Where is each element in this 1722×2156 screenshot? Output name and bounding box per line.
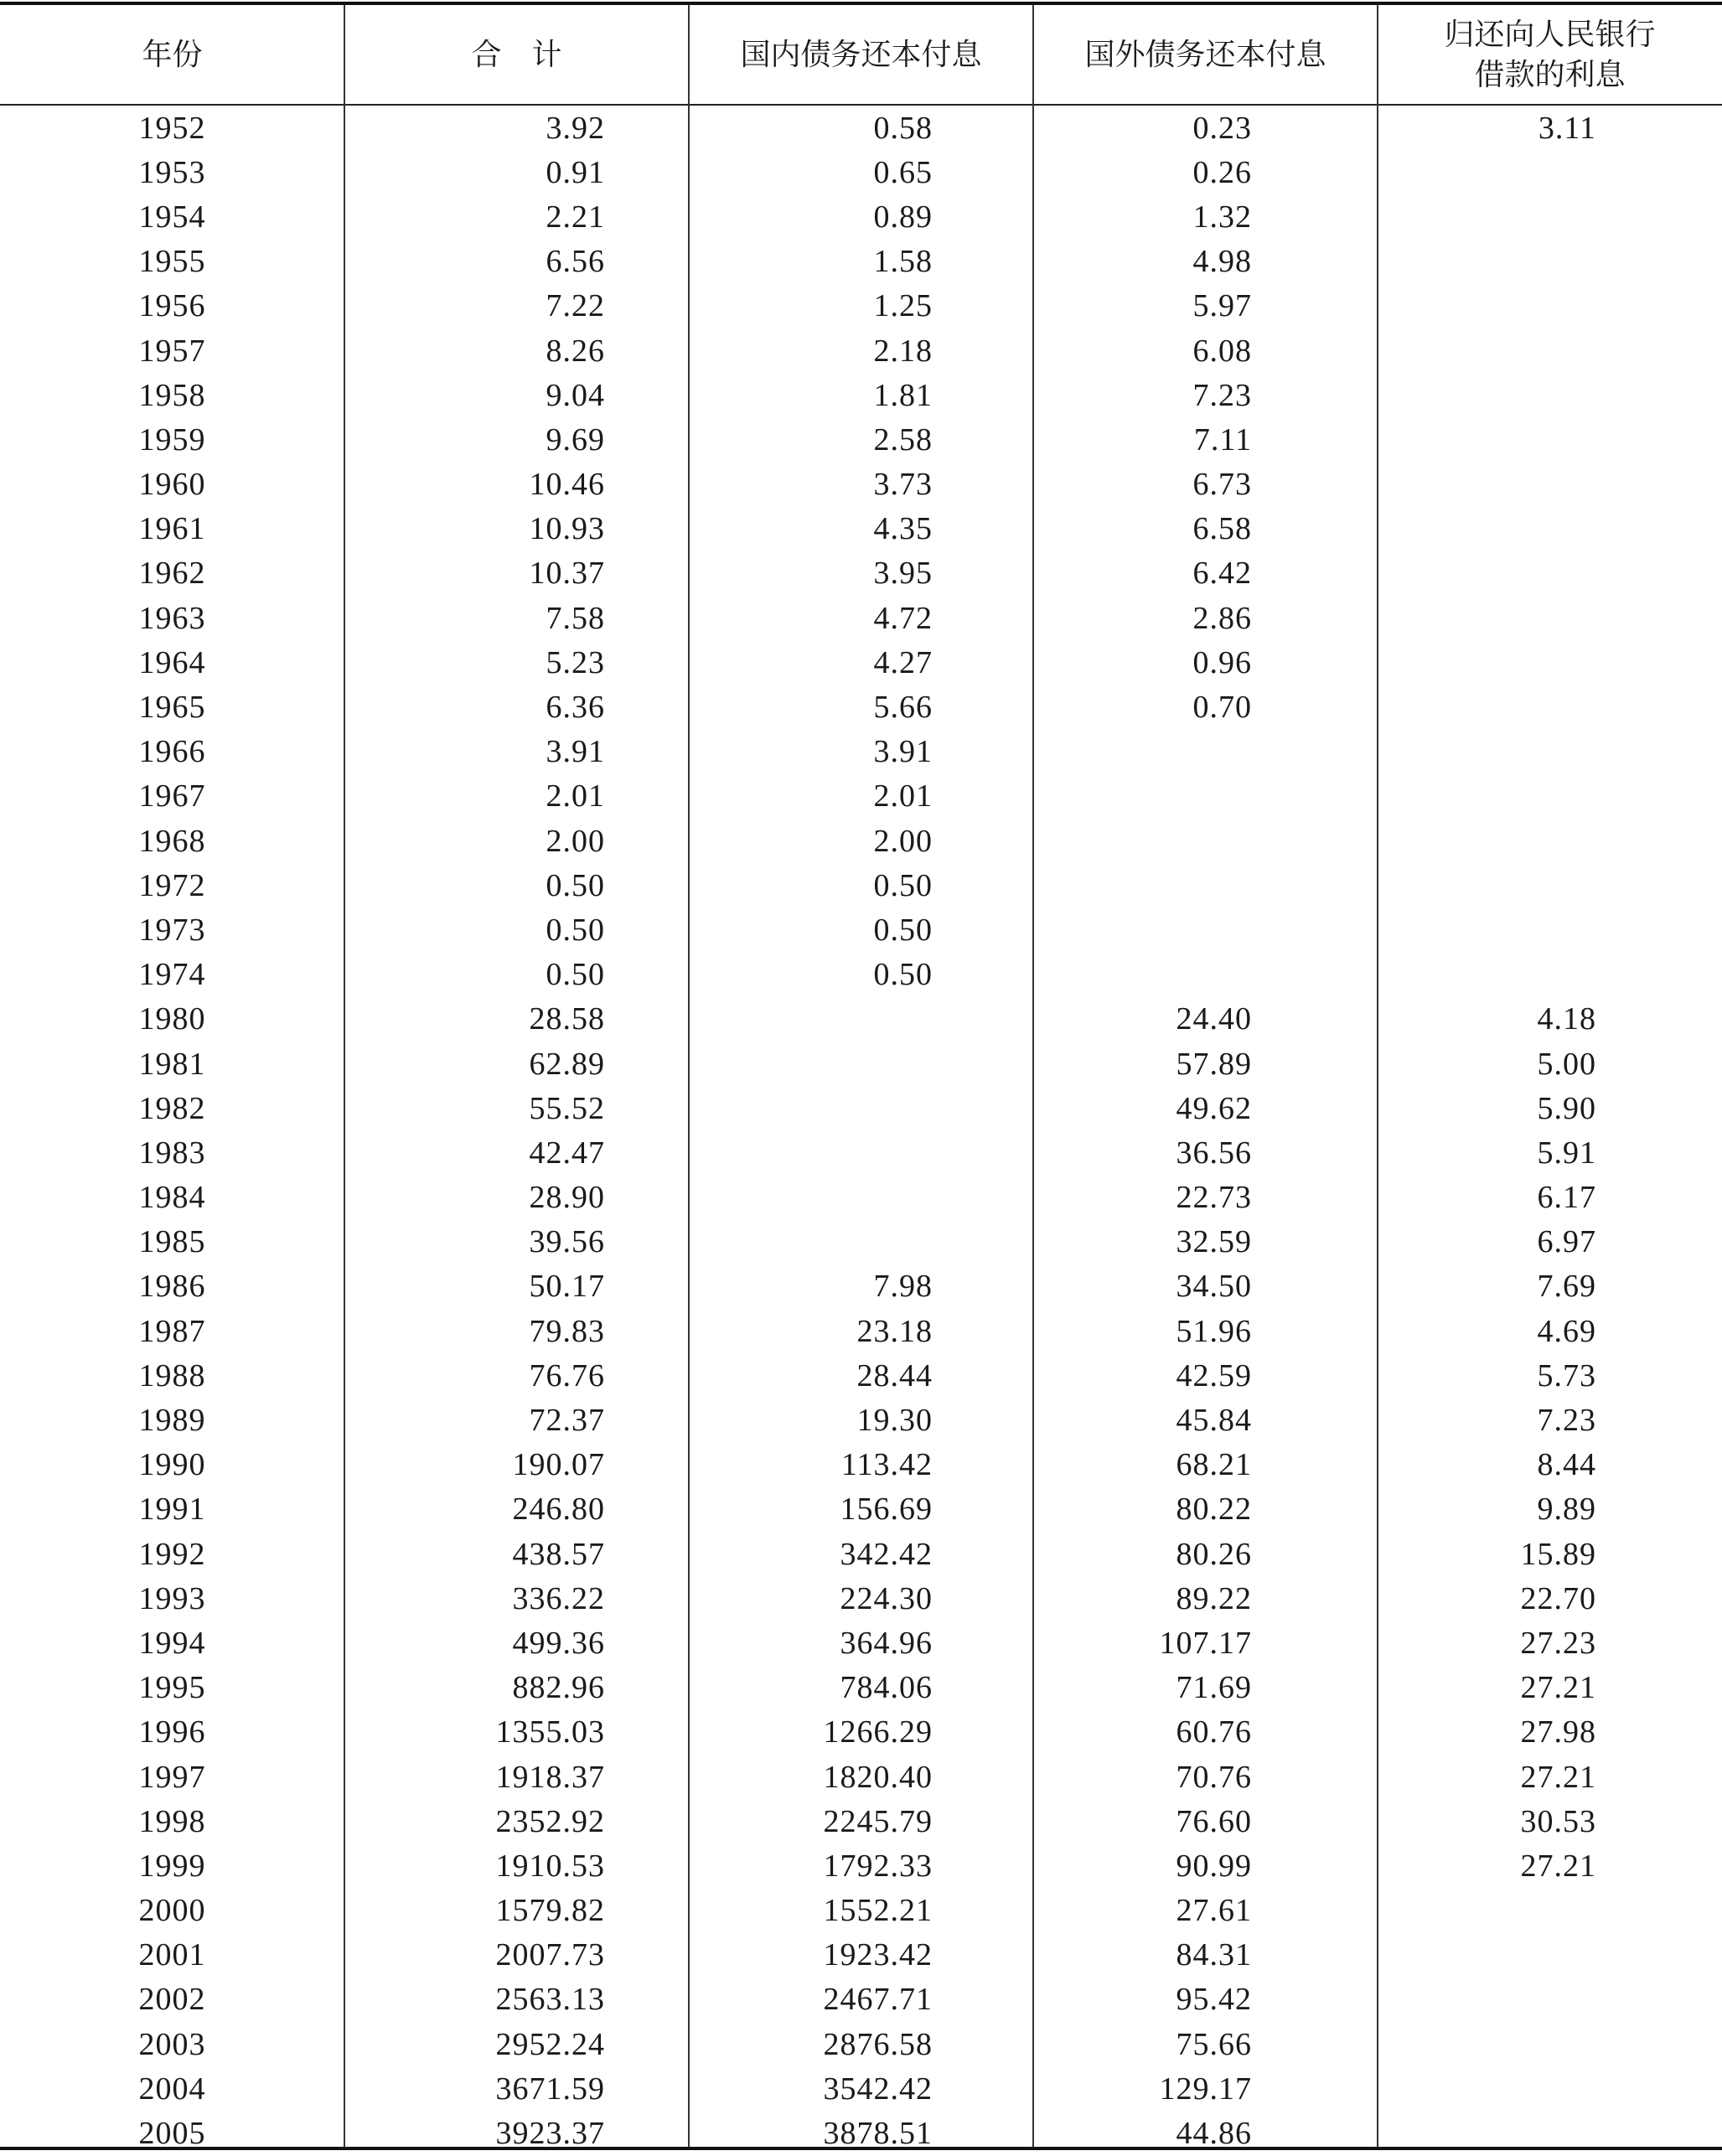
cell-interest: 7.23 xyxy=(1537,1403,1596,1439)
cell-domestic: 342.42 xyxy=(840,1536,933,1572)
table-row xyxy=(0,1309,1722,1353)
cell-total: 28.90 xyxy=(529,1180,605,1216)
table-row xyxy=(0,1487,1722,1532)
cell-foreign: 84.31 xyxy=(1176,1937,1252,1973)
cell-interest: 15.89 xyxy=(1520,1536,1596,1572)
cell-year: 1954 xyxy=(138,199,206,235)
cell-total: 2952.24 xyxy=(495,2026,605,2062)
table-row xyxy=(0,2022,1722,2066)
cell-total: 76.76 xyxy=(529,1357,605,1393)
cell-domestic: 0.50 xyxy=(873,912,933,948)
cell-year: 1993 xyxy=(138,1580,206,1616)
cell-domestic: 2.01 xyxy=(873,778,933,814)
table-row xyxy=(0,596,1722,640)
cell-interest: 27.21 xyxy=(1520,1848,1596,1884)
cell-interest: 5.90 xyxy=(1537,1090,1596,1126)
cell-total: 1910.53 xyxy=(495,1848,605,1884)
cell-foreign: 75.66 xyxy=(1176,2026,1252,2062)
cell-total: 499.36 xyxy=(512,1625,605,1661)
cell-domestic: 1.25 xyxy=(873,288,933,324)
cell-domestic: 224.30 xyxy=(840,1580,933,1616)
cell-total: 1579.82 xyxy=(495,1893,605,1929)
cell-domestic: 3.73 xyxy=(873,467,933,503)
cell-total: 79.83 xyxy=(529,1313,605,1349)
cell-total: 10.46 xyxy=(529,467,605,503)
table-row xyxy=(0,2066,1722,2111)
cell-foreign: 4.98 xyxy=(1192,244,1252,280)
cell-foreign: 6.42 xyxy=(1192,556,1252,592)
table-row xyxy=(0,551,1722,596)
cell-foreign: 44.86 xyxy=(1176,2116,1252,2152)
table-row xyxy=(0,1398,1722,1442)
table-row xyxy=(0,1130,1722,1175)
cell-domestic: 3542.42 xyxy=(823,2071,933,2107)
cell-total: 0.50 xyxy=(546,867,605,903)
cell-year: 1953 xyxy=(138,154,206,190)
cell-year: 1973 xyxy=(138,912,206,948)
cell-total: 3.91 xyxy=(546,734,605,770)
cell-total: 55.52 xyxy=(529,1090,605,1126)
cell-total: 72.37 xyxy=(529,1403,605,1439)
cell-year: 2005 xyxy=(138,2116,206,2152)
table-row xyxy=(0,1220,1722,1264)
cell-foreign: 0.96 xyxy=(1192,644,1252,680)
cell-year: 1980 xyxy=(138,1001,206,1037)
cell-year: 1962 xyxy=(138,556,206,592)
cell-foreign: 0.23 xyxy=(1192,110,1252,146)
table-row xyxy=(0,2111,1722,2155)
table-row xyxy=(0,1889,1722,1933)
cell-total: 62.89 xyxy=(529,1046,605,1082)
cell-domestic: 28.44 xyxy=(856,1357,933,1393)
cell-foreign: 49.62 xyxy=(1176,1090,1252,1126)
cell-foreign: 24.40 xyxy=(1176,1001,1252,1037)
cell-year: 1999 xyxy=(138,1848,206,1884)
cell-interest: 7.69 xyxy=(1537,1269,1596,1305)
cell-foreign: 5.97 xyxy=(1192,288,1252,324)
cell-year: 1996 xyxy=(138,1714,206,1750)
header-domestic: 国内债务还本付息 xyxy=(740,38,982,71)
cell-foreign: 2.86 xyxy=(1192,600,1252,636)
table-row xyxy=(0,1086,1722,1130)
cell-year: 1992 xyxy=(138,1536,206,1572)
cell-total: 438.57 xyxy=(512,1536,605,1572)
table-row xyxy=(0,1353,1722,1398)
cell-domestic: 0.50 xyxy=(873,957,933,993)
cell-foreign: 42.59 xyxy=(1176,1357,1252,1393)
cell-year: 1960 xyxy=(138,467,206,503)
table-row xyxy=(0,997,1722,1042)
cell-foreign: 71.69 xyxy=(1176,1670,1252,1706)
table-row xyxy=(0,863,1722,907)
cell-interest: 5.00 xyxy=(1537,1046,1596,1082)
cell-foreign: 27.61 xyxy=(1176,1893,1252,1929)
cell-total: 1918.37 xyxy=(495,1759,605,1795)
cell-interest: 4.18 xyxy=(1537,1001,1596,1037)
cell-domestic: 364.96 xyxy=(840,1625,933,1661)
cell-foreign: 7.11 xyxy=(1193,421,1252,458)
cell-domestic: 1.81 xyxy=(873,377,933,413)
cell-year: 1983 xyxy=(138,1135,206,1171)
table-row xyxy=(0,1978,1722,2022)
cell-foreign: 36.56 xyxy=(1176,1135,1252,1171)
table-row xyxy=(0,1710,1722,1755)
cell-total: 190.07 xyxy=(512,1447,605,1483)
table-row xyxy=(0,1576,1722,1621)
cell-foreign: 0.26 xyxy=(1192,154,1252,190)
table-row xyxy=(0,1532,1722,1576)
cell-domestic: 1820.40 xyxy=(823,1759,933,1795)
cell-total: 2.01 xyxy=(546,778,605,814)
cell-domestic: 0.65 xyxy=(873,154,933,190)
cell-domestic: 1266.29 xyxy=(823,1714,933,1750)
cell-total: 0.50 xyxy=(546,957,605,993)
cell-year: 1998 xyxy=(138,1803,206,1839)
cell-year: 1989 xyxy=(138,1403,206,1439)
cell-domestic: 2467.71 xyxy=(823,1982,933,2018)
cell-total: 336.22 xyxy=(512,1580,605,1616)
cell-domestic: 19.30 xyxy=(856,1403,933,1439)
cell-year: 1987 xyxy=(138,1313,206,1349)
cell-domestic: 2.58 xyxy=(873,421,933,458)
table-row xyxy=(0,1443,1722,1487)
cell-domestic: 113.42 xyxy=(840,1447,933,1483)
cell-domestic: 7.98 xyxy=(873,1269,933,1305)
cell-domestic: 0.89 xyxy=(873,199,933,235)
table-row xyxy=(0,240,1722,284)
cell-foreign: 6.73 xyxy=(1192,467,1252,503)
cell-year: 1988 xyxy=(138,1357,206,1393)
cell-year: 1997 xyxy=(138,1759,206,1795)
table-row xyxy=(0,194,1722,239)
table-row xyxy=(0,507,1722,551)
cell-domestic: 1.58 xyxy=(873,244,933,280)
cell-total: 7.58 xyxy=(546,600,605,636)
cell-domestic: 5.66 xyxy=(873,690,933,726)
cell-domestic: 1552.21 xyxy=(823,1893,933,1929)
cell-domestic: 2876.58 xyxy=(823,2026,933,2062)
cell-year: 1995 xyxy=(138,1670,206,1706)
cell-foreign: 32.59 xyxy=(1176,1224,1252,1260)
cell-foreign: 89.22 xyxy=(1176,1580,1252,1616)
cell-total: 2.21 xyxy=(546,199,605,235)
table-row xyxy=(0,907,1722,952)
cell-total: 2563.13 xyxy=(495,1982,605,2018)
cell-total: 50.17 xyxy=(529,1269,605,1305)
cell-foreign: 107.17 xyxy=(1159,1625,1252,1661)
cell-interest: 6.17 xyxy=(1537,1180,1596,1216)
cell-total: 6.36 xyxy=(546,690,605,726)
table-row xyxy=(0,1176,1722,1220)
table-row xyxy=(0,1621,1722,1665)
cell-domestic: 2245.79 xyxy=(823,1803,933,1839)
cell-total: 42.47 xyxy=(529,1135,605,1171)
cell-foreign: 95.42 xyxy=(1176,1982,1252,2018)
cell-year: 1981 xyxy=(138,1046,206,1082)
header-foreign: 国外债务还本付息 xyxy=(1084,38,1326,71)
table-row xyxy=(0,284,1722,328)
cell-year: 1986 xyxy=(138,1269,206,1305)
table-row xyxy=(0,685,1722,729)
header-year: 年份 xyxy=(142,38,203,71)
table-row xyxy=(0,373,1722,417)
cell-year: 1967 xyxy=(138,778,206,814)
cell-year: 1990 xyxy=(138,1447,206,1483)
cell-total: 10.93 xyxy=(529,511,605,547)
cell-total: 7.22 xyxy=(546,288,605,324)
cell-interest: 3.11 xyxy=(1538,110,1596,146)
cell-foreign: 76.60 xyxy=(1176,1803,1252,1839)
cell-foreign: 60.76 xyxy=(1176,1714,1252,1750)
cell-interest: 22.70 xyxy=(1520,1580,1596,1616)
cell-total: 0.91 xyxy=(546,154,605,190)
cell-total: 28.58 xyxy=(529,1001,605,1037)
cell-interest: 8.44 xyxy=(1537,1447,1596,1483)
cell-foreign: 90.99 xyxy=(1176,1848,1252,1884)
cell-total: 5.23 xyxy=(546,644,605,680)
cell-foreign: 1.32 xyxy=(1192,199,1252,235)
cell-year: 2001 xyxy=(138,1937,206,1973)
cell-total: 9.04 xyxy=(546,377,605,413)
cell-domestic: 1792.33 xyxy=(823,1848,933,1884)
cell-interest: 27.23 xyxy=(1520,1625,1596,1661)
cell-year: 1985 xyxy=(138,1224,206,1260)
cell-foreign: 57.89 xyxy=(1176,1046,1252,1082)
table-row xyxy=(0,774,1722,819)
cell-foreign: 80.26 xyxy=(1176,1536,1252,1572)
cell-total: 2352.92 xyxy=(495,1803,605,1839)
cell-total: 2007.73 xyxy=(495,1937,605,1973)
cell-year: 1982 xyxy=(138,1090,206,1126)
cell-foreign: 129.17 xyxy=(1159,2071,1252,2107)
header-interest: 归还向人民银行 借款的利息 xyxy=(1444,18,1656,91)
cell-domestic: 3.91 xyxy=(873,734,933,770)
cell-foreign: 34.50 xyxy=(1176,1269,1252,1305)
cell-year: 1955 xyxy=(138,244,206,280)
cell-total: 882.96 xyxy=(512,1670,605,1706)
cell-domestic: 1923.42 xyxy=(823,1937,933,1973)
cell-domestic: 156.69 xyxy=(840,1492,933,1528)
cell-year: 1957 xyxy=(138,333,206,369)
cell-total: 9.69 xyxy=(546,421,605,458)
cell-foreign: 68.21 xyxy=(1176,1447,1252,1483)
cell-year: 1964 xyxy=(138,644,206,680)
cell-interest: 30.53 xyxy=(1520,1803,1596,1839)
cell-total: 39.56 xyxy=(529,1224,605,1260)
cell-interest: 27.21 xyxy=(1520,1670,1596,1706)
cell-domestic: 3.95 xyxy=(873,556,933,592)
cell-year: 2000 xyxy=(138,1893,206,1929)
cell-total: 8.26 xyxy=(546,333,605,369)
table-row xyxy=(0,1264,1722,1309)
cell-foreign: 6.08 xyxy=(1192,333,1252,369)
cell-year: 1972 xyxy=(138,867,206,903)
cell-year: 2004 xyxy=(138,2071,206,2107)
cell-foreign: 45.84 xyxy=(1176,1403,1252,1439)
cell-total: 1355.03 xyxy=(495,1714,605,1750)
table-row xyxy=(0,106,1722,150)
cell-interest: 27.98 xyxy=(1520,1714,1596,1750)
table-row xyxy=(0,150,1722,194)
table-row xyxy=(0,1666,1722,1710)
table-header xyxy=(0,5,1722,104)
cell-domestic: 2.00 xyxy=(873,823,933,859)
table-row xyxy=(0,953,1722,997)
cell-year: 2002 xyxy=(138,1982,206,2018)
cell-year: 1994 xyxy=(138,1625,206,1661)
cell-total: 3.92 xyxy=(546,110,605,146)
cell-total: 0.50 xyxy=(546,912,605,948)
cell-interest: 5.91 xyxy=(1537,1135,1596,1171)
cell-interest: 27.21 xyxy=(1520,1759,1596,1795)
cell-foreign: 22.73 xyxy=(1176,1180,1252,1216)
cell-domestic: 784.06 xyxy=(840,1670,933,1706)
cell-domestic: 23.18 xyxy=(856,1313,933,1349)
cell-total: 2.00 xyxy=(546,823,605,859)
cell-year: 1961 xyxy=(138,511,206,547)
cell-year: 1963 xyxy=(138,600,206,636)
cell-domestic: 0.50 xyxy=(873,867,933,903)
cell-year: 1958 xyxy=(138,377,206,413)
cell-foreign: 51.96 xyxy=(1176,1313,1252,1349)
table-row xyxy=(0,463,1722,507)
cell-total: 3671.59 xyxy=(495,2071,605,2107)
cell-foreign: 0.70 xyxy=(1192,690,1252,726)
cell-domestic: 4.27 xyxy=(873,644,933,680)
table-row xyxy=(0,1755,1722,1799)
cell-total: 6.56 xyxy=(546,244,605,280)
cell-foreign: 80.22 xyxy=(1176,1492,1252,1528)
cell-total: 3923.37 xyxy=(495,2116,605,2152)
table-row xyxy=(0,417,1722,462)
cell-year: 1959 xyxy=(138,421,206,458)
table-row xyxy=(0,730,1722,774)
table-row xyxy=(0,328,1722,373)
cell-foreign: 6.58 xyxy=(1192,511,1252,547)
cell-domestic: 4.35 xyxy=(873,511,933,547)
cell-year: 2003 xyxy=(138,2026,206,2062)
table-row xyxy=(0,819,1722,863)
table-row xyxy=(0,640,1722,685)
cell-foreign: 70.76 xyxy=(1176,1759,1252,1795)
header-total: 合 计 xyxy=(471,38,562,71)
cell-domestic: 2.18 xyxy=(873,333,933,369)
cell-total: 10.37 xyxy=(529,556,605,592)
cell-domestic: 4.72 xyxy=(873,600,933,636)
table-row xyxy=(0,1799,1722,1843)
cell-year: 1956 xyxy=(138,288,206,324)
cell-interest: 6.97 xyxy=(1537,1224,1596,1260)
table-row xyxy=(0,1042,1722,1086)
cell-year: 1965 xyxy=(138,690,206,726)
cell-year: 1974 xyxy=(138,957,206,993)
cell-year: 1984 xyxy=(138,1180,206,1216)
cell-domestic: 0.58 xyxy=(873,110,933,146)
cell-interest: 5.73 xyxy=(1537,1357,1596,1393)
table-row xyxy=(0,1933,1722,1978)
cell-year: 1991 xyxy=(138,1492,206,1528)
cell-year: 1952 xyxy=(138,110,206,146)
cell-total: 246.80 xyxy=(512,1492,605,1528)
cell-year: 1966 xyxy=(138,734,206,770)
table-row xyxy=(0,1843,1722,1888)
cell-interest: 9.89 xyxy=(1537,1492,1596,1528)
table-body xyxy=(0,106,1722,2156)
cell-domestic: 3878.51 xyxy=(823,2116,933,2152)
cell-year: 1968 xyxy=(138,823,206,859)
cell-interest: 4.69 xyxy=(1537,1313,1596,1349)
cell-foreign: 7.23 xyxy=(1192,377,1252,413)
